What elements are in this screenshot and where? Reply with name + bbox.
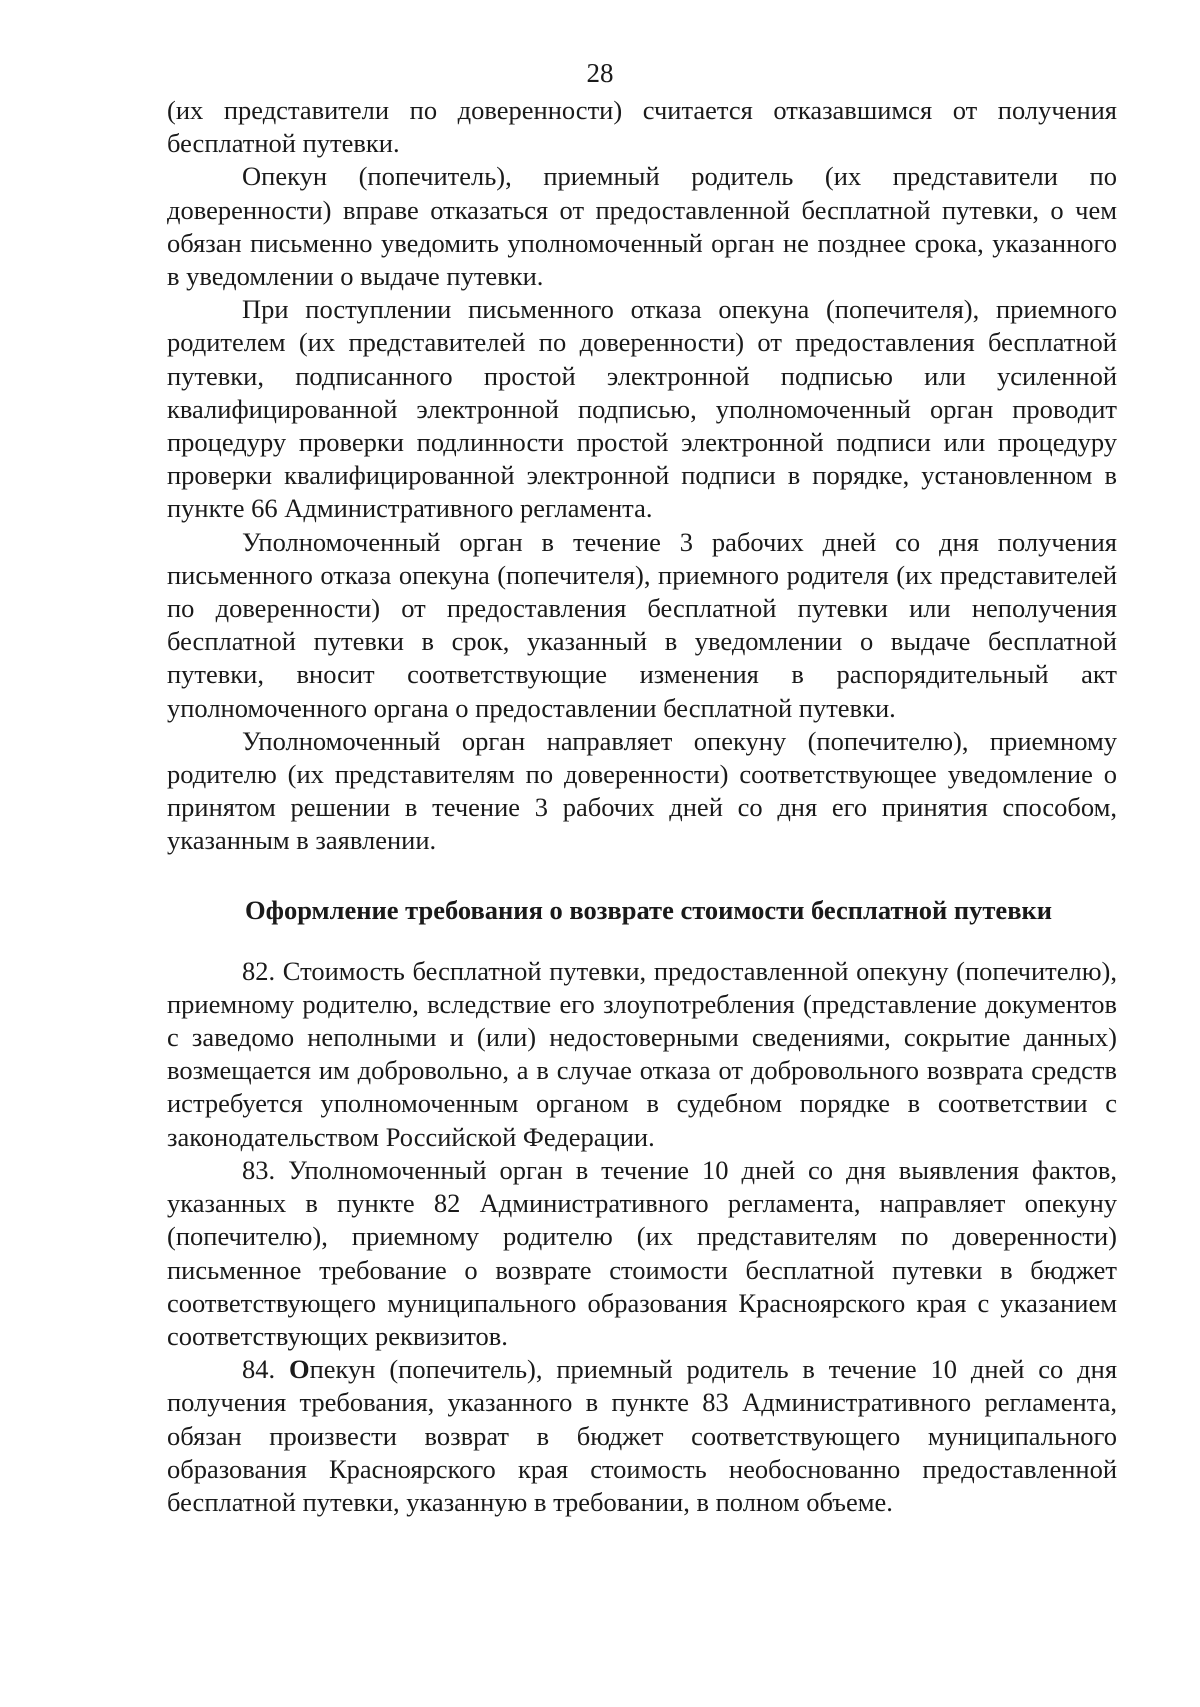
paragraph-continuation: (их представители по доверенности) считается отказавшимся от получения бесплатной путевки. bbox=[167, 95, 1117, 159]
clause-84-number: 84. bbox=[242, 1354, 289, 1385]
paragraph-act-changes: Уполномоченный орган в течение 3 рабочих дней со дня получения письменного отказа опекуна (попечителя), приемного родителя (их представителей по доверенности) от предоставления бесплатной путевки или неполучения бесплатной путевки в срок, указанный в уведомлении о выдаче бесплатной путевки, вносит соответствующие изменения в распорядительный акт уполномоченного органа о предоставлении бесплатной путевки. bbox=[167, 526, 1117, 723]
clause-82: 82. Стоимость бесплатной путевки, предоставленной опекуну (попечителю), приемному родителю, вследствие его злоупотребления (представление документов с заведомо неполными и (или) недостоверными сведениями, сокрытие данных) возмещается им добровольно, а в случае отказа от добровольного возврата средств истребуется уполномоченным органом в судебном порядке в соответствии с законодательством Российской Федерации. bbox=[167, 955, 1117, 1152]
clause-83: 83. Уполномоченный орган в течение 10 дней со дня выявления фактов, указанных в пункте 82 Административного регламента, направляет опекуну (попечителю), приемному родителю (их представителям по доверенности) письменное требование о возврате стоимости бесплатной путевки в бюджет соответствующего муниципального образования Красноярского края с указанием соответствующих реквизитов. bbox=[167, 1154, 1117, 1351]
paragraph-notification: Уполномоченный орган направляет опекуну (попечителю), приемному родителю (их представителям по доверенности) соответствующее уведомление о принятом решении в течение 3 рабочих дней со дня его принятия способом, указанным в заявлении. bbox=[167, 725, 1117, 856]
clause-84-bold-letter: О bbox=[288, 1354, 310, 1385]
section-heading: Оформление требования о возврате стоимости бесплатной путевки bbox=[245, 894, 1053, 925]
clause-84-text: пекун (попечитель), приемный родитель в течение 10 дней со дня получения требования, указанного в пункте 83 Административного регламента, обязан произвести возврат в бюджет соответствующего муниципального образования Красноярского края стоимость необоснованно предоставленной бесплатной путевки, указанную в требовании, в полном объеме. bbox=[167, 1354, 1118, 1517]
paragraph-refusal-right: Опекун (попечитель), приемный родитель (их представители по доверенности) вправе отказаться от предоставленной бесплатной путевки, о чем обязан письменно уведомить уполномоченный орган не позднее срока, указанного в уведомлении о выдаче путевки. bbox=[167, 161, 1117, 292]
paragraph-signature-check: При поступлении письменного отказа опекуна (попечителя), приемного родителем (их представителей по доверенности) от предоставления бесплатной путевки, подписанного простой электронной подписью или усиленной квалифицированной электронной подписью, уполномоченный орган проводит процедуру проверки подлинности простой электронной подписи или процедуру проверки квалифицированной электронной подписи в порядке, установленном в пункте 66 Административного регламента. bbox=[167, 294, 1117, 524]
document-body bbox=[167, 94, 1117, 1519]
page-number: 28 bbox=[586, 58, 614, 88]
clause-84 bbox=[167, 1353, 1117, 1519]
